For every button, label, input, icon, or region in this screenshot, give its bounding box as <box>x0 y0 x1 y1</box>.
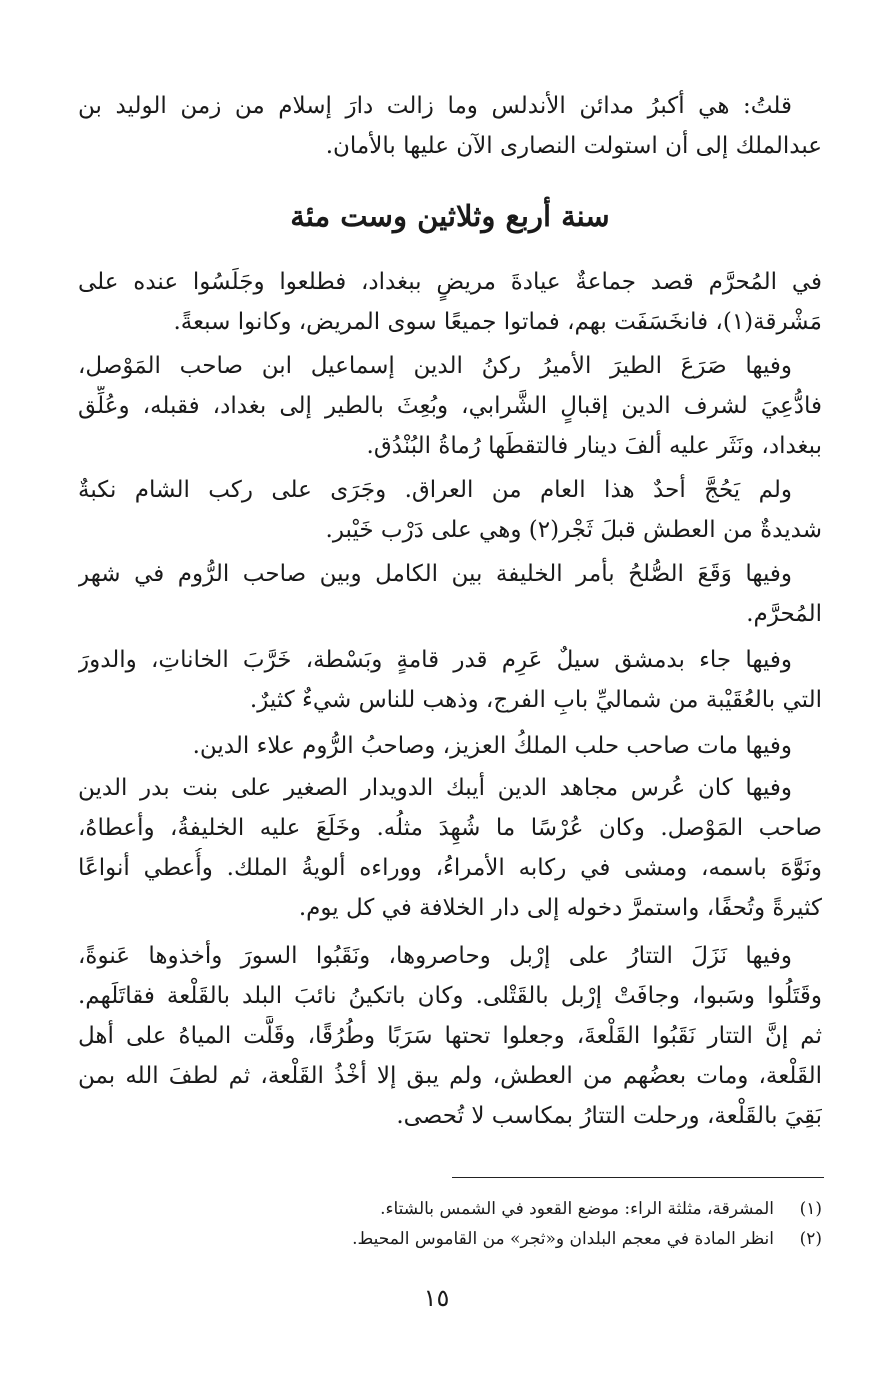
footnote-text: انظر المادة في معجم البلدان و«ثجر» من القاموس المحيط. <box>352 1229 774 1249</box>
text-line: كثيرةً وتُحفًا، واستمرَّ دخوله إلى دار الخلافة في كل يوم. <box>298 895 822 921</box>
footnote <box>78 1194 822 1224</box>
footnote-divider <box>452 1177 824 1178</box>
text-line: ثم إنَّ التتار نَقَبُوا القَلْعةَ، وجعلوا تحتها سَرَبًا وطُرُقًا، وقَلَّت المياهُ على أهل <box>78 1023 822 1049</box>
paragraph <box>78 262 822 342</box>
page-number: ١٥ <box>423 1284 450 1312</box>
text-line: وفيها وَقَعَ الصُّلحُ بأمر الخليفة بين الكامل وبين صاحب الرُّوم في شهر <box>78 561 792 587</box>
text-line: وفيها جاء بدمشق سيلٌ عَرِم قدر قامةٍ وبَسْطة، خَرَّبَ الخاناتِ، والدورَ <box>78 647 792 673</box>
text-line: المُحرَّم. <box>746 601 822 627</box>
text-line: بَقِيَ بالقَلْعة، ورحلت التتارُ بمكاسب لا تُحصى. <box>396 1103 822 1129</box>
footnote-text: المشرقة، مثلثة الراء: موضع القعود في الشمس بالشتاء. <box>380 1199 774 1219</box>
text-line: ببغداد، ونَثَر عليه ألفَ دينار فالتقطَها رُماةُ البُنْدُق. <box>366 433 822 459</box>
text-line: وفيها كان عُرس مجاهد الدين أيبك الدويدار الصغير على بنت بدر الدين <box>78 775 792 801</box>
paragraph <box>78 346 822 466</box>
text-line: القَلْعة، ومات بعضُهم من العطش، ولم يبق إلا أخْذُ القَلْعة، ثم لطفَ الله بمن <box>78 1063 822 1089</box>
footnote-number: (١) <box>799 1199 822 1219</box>
paragraph <box>78 554 822 634</box>
text-line: ولم يَحُجَّ أحدٌ هذا العام من العراق. وجَرَى على ركب الشام نكبةٌ <box>78 477 792 503</box>
text-line: وقَتَلُوا وسَبوا، وجافَتْ إرْبل بالقَتْلى. وكان باتكينُ نائبَ البلد بالقَلْعة فقاتَلَهم. <box>78 983 822 1009</box>
paragraph <box>78 936 822 1136</box>
text-line: ونَوَّهَ باسمه، ومشى في ركابه الأمراءُ، ووراءه ألويةُ الملك. وأُعطي أنواعًا <box>78 855 822 881</box>
text-line: وفيها نَزَلَ التتارُ على إرْبل وحاصروها، ونَقَبُوا السورَ وأخذوها عَنوةً، <box>78 943 792 969</box>
text-line: فادُّعِيَ لشرف الدين إقبالٍ الشَّرابي، وبُعِثَ بالطير إلى بغداد، فقبله، وعُلِّق <box>78 393 822 419</box>
text-line: قلتُ: هي أكبرُ مدائن الأندلس وما زالت دارَ إسلام من زمن الوليد بن <box>78 93 792 119</box>
text-line: وفيها صَرَعَ الطيرَ الأميرُ ركنُ الدين إسماعيل ابن صاحب المَوْصل، <box>78 353 792 379</box>
footnotes <box>78 1194 822 1254</box>
paragraph <box>78 640 822 720</box>
text-line: عبدالملك إلى أن استولت النصارى الآن عليها بالأمان. <box>325 133 822 159</box>
paragraph <box>78 726 822 766</box>
text-line: مَشْرقة(١)، فانخَسَفَت بهم، فماتوا جميعًا سوى المريض، وكانوا سبعةً. <box>173 309 822 335</box>
paragraph <box>78 768 822 928</box>
text-line: وفيها مات صاحب حلب الملكُ العزيز، وصاحبُ الرُّوم علاء الدين. <box>192 733 792 759</box>
section-heading: سنة أربع وثلاثين وست مئة <box>290 199 610 233</box>
intro-paragraph <box>78 86 822 166</box>
text-line: شديدةٌ من العطش قبلَ ثَجْر(٢) وهي على دَرْب خَيْبر. <box>325 517 822 543</box>
footnote <box>78 1224 822 1254</box>
text-line: في المُحرَّم قصد جماعةٌ عيادةَ مريضٍ ببغداد، فطلعوا وجَلَسُوا عنده على <box>78 269 822 295</box>
paragraph <box>78 470 822 550</box>
text-line: صاحب المَوْصل. وكان عُرْسًا ما شُهِدَ مثلُه. وخَلَعَ عليه الخليفةُ، وأعطاهُ، <box>78 815 822 841</box>
footnote-number: (٢) <box>799 1229 822 1249</box>
text-line: التي بالعُقَيْبة من شماليِّ بابِ الفرج، وذهب للناس شيءٌ كثيرٌ. <box>249 687 822 713</box>
